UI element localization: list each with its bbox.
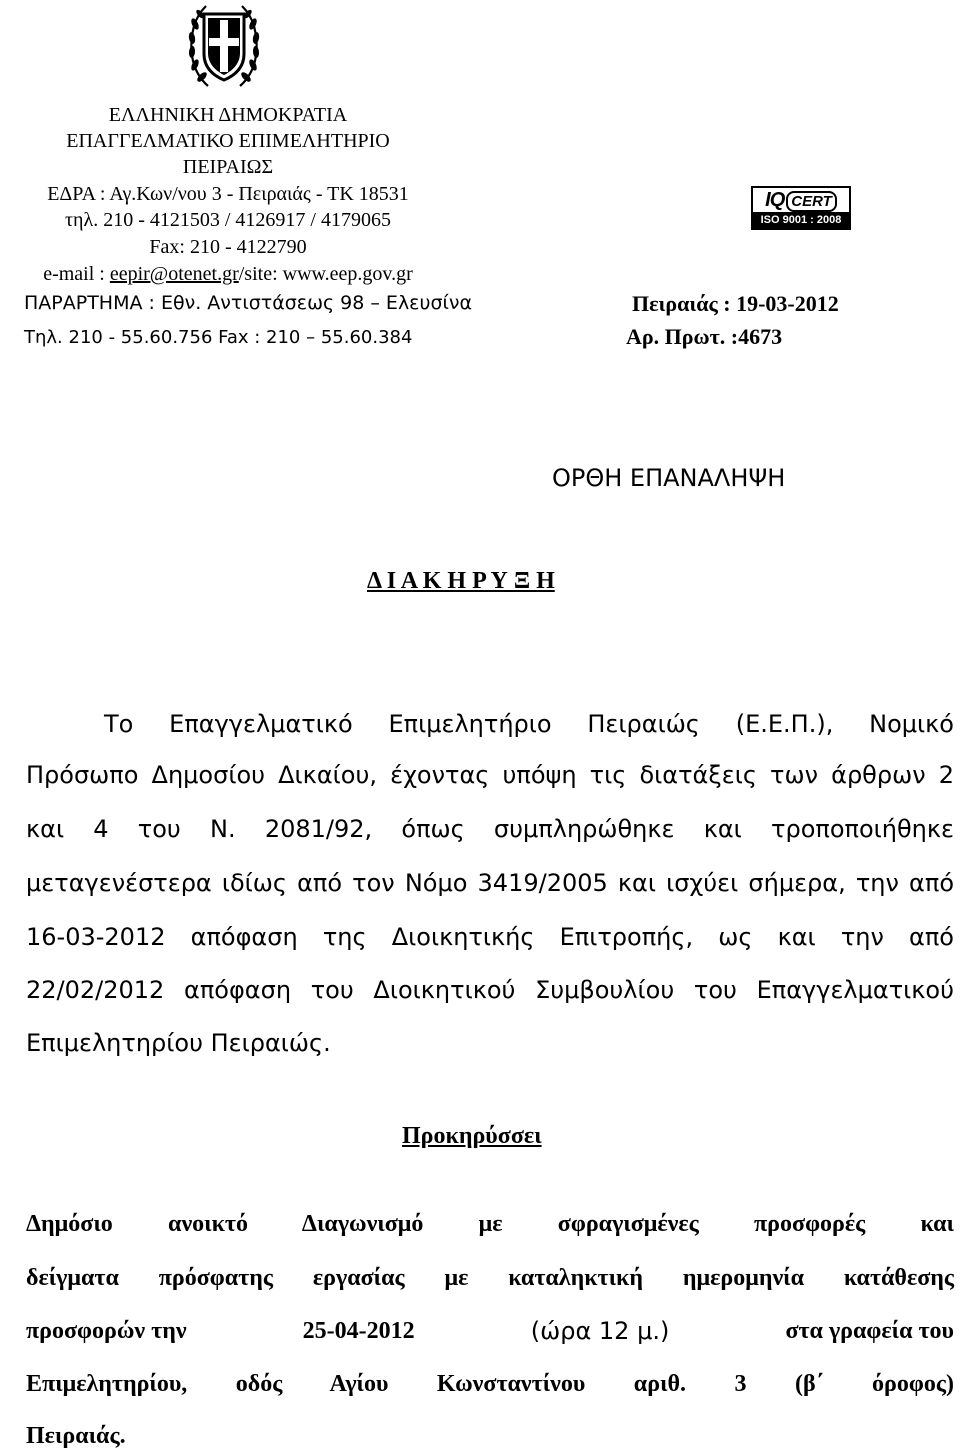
intro-line-4: μεταγενέστερα ιδίως από τον Νόμο 3419/2005 και ισχύει σήμερα, την από — [26, 869, 954, 897]
org-name-line-2: ΕΠΑΓΓΕΛΜΑΤΙΚΟ ΕΠΙΜΕΛΗΤΗΡΙΟ — [66, 130, 390, 152]
greek-emblem — [186, 2, 262, 90]
tender-line-3-end: στα γραφεία του — [785, 1318, 954, 1344]
email-label: e-mail : — [43, 263, 110, 285]
email-link[interactable]: eepir@otenet.gr — [109, 263, 239, 285]
branch-address: ΠΑΡΑΡΤΗΜΑ : Εθν. Αντιστάσεως 98 – Ελευσίνα — [24, 292, 473, 314]
site-text: /site: www.eep.gov.gr — [238, 263, 413, 285]
branch-phone: Τηλ. 210 - 55.60.756 Fax : 210 – 55.60.384 — [24, 327, 413, 348]
intro-line-5: 16-03-2012 απόφαση της Διοικητικής Επιτροπής, ως και την από — [26, 923, 954, 951]
tender-line-4: Επιμελητηρίου, οδός Αγίου Κωνσταντίνου αριθ. 3 (β΄ όροφος) — [26, 1371, 954, 1397]
tender-line-3-start: προσφορών την — [26, 1318, 187, 1344]
intro-line-7: Επιμελητηρίου Πειραιώς. — [26, 1029, 331, 1057]
intro-line-2: Πρόσωπο Δημοσίου Δικαίου, έχοντας υπόψη τις διατάξεις των άρθρων 2 — [26, 761, 954, 789]
intro-line-1: Το Επαγγελματικό Επιμελητήριο Πειραιώς (Ε.Ε.Π.), Νομικό — [104, 710, 954, 738]
iq-logo-text: IQ — [765, 189, 785, 211]
org-name-line-3: ΠΕΙΡΑΙΩΣ — [182, 156, 274, 178]
headquarters-address: ΕΔΡΑ : Αγ.Κων/νου 3 - Πειραιάς - ΤΚ 18531 — [47, 183, 409, 205]
deadline-time: (ώρα 12 μ.) — [530, 1317, 670, 1345]
correction-label: ΟΡΘΗ ΕΠΑΝΑΛΗΨΗ — [552, 464, 786, 492]
document-title: Δ Ι Α Κ Η Ρ Υ Ξ Η — [367, 568, 555, 594]
org-name-line-1: ΕΛΛΗΝΙΚΗ ΔΗΜΟΚΡΑΤΙΑ — [108, 104, 348, 126]
proclaims-heading: Προκηρύσσει — [402, 1123, 542, 1149]
protocol-number: Αρ. Πρωτ. :4673 — [626, 324, 783, 349]
iso-logo-text: ISO 9001 : 2008 — [753, 212, 849, 228]
fax-number: Fax: 210 - 4122790 — [149, 236, 307, 258]
tender-line-2: δείγματα πρόσφατης εργασίας με καταληκτική ημερομηνία κατάθεσης — [26, 1265, 954, 1291]
place-and-date: Πειραιάς : 19-03-2012 — [632, 291, 839, 316]
iso-certification-logo — [751, 186, 851, 230]
email-site-line — [20, 264, 436, 284]
tender-line-1: Δημόσιο ανοικτό Διαγωνισμό με σφραγισμένες προσφορές και — [26, 1211, 954, 1237]
cert-logo-text: CERT — [786, 191, 837, 212]
tender-line-3 — [26, 1315, 954, 1347]
tender-line-5: Πειραιάς. — [26, 1423, 126, 1449]
greek-emblem-icon — [186, 2, 262, 90]
intro-line-6: 22/02/2012 απόφαση του Διοικητικού Συμβουλίου του Επαγγελματικού — [26, 976, 954, 1004]
intro-line-3: και 4 του Ν. 2081/92, όπως συμπληρώθηκε και τροποποιήθηκε — [26, 815, 954, 843]
deadline-date: 25-04-2012 — [302, 1318, 415, 1344]
phone-numbers: τηλ. 210 - 4121503 / 4126917 / 4179065 — [65, 209, 391, 231]
